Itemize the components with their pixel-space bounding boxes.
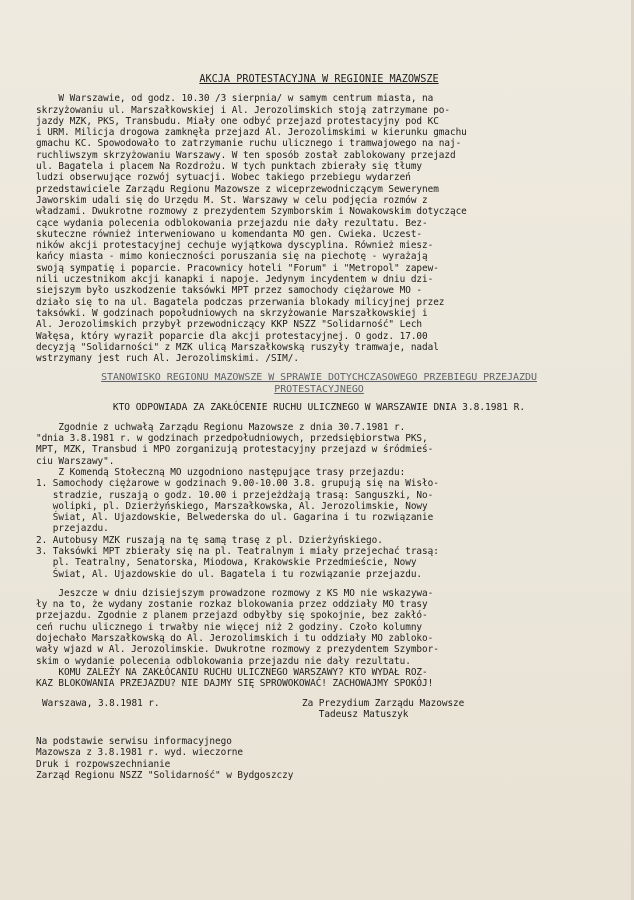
intro-paragraph-line: swoją sympatię i poparcie. Pracownicy hoteli "Forum" i "Metropol" zapew-: [36, 262, 439, 274]
date-line: Warszawa, 3.8.1981 r.: [42, 697, 160, 709]
intro-paragraph-line: wstrzymany jest ruch Al. Jerozolimskimi. /SIM/.: [36, 353, 299, 365]
intro-paragraph-line: ników akcji protestacyjnej cechuje wyjątkowa dyscyplina. Również miesz-: [36, 240, 434, 252]
intro-paragraph-line: Al. Jerozolimskich przybył przewodniczący KKP NSZZ "Solidarność" Lech: [36, 319, 423, 331]
route-list-line: 2. Autobusy MZK ruszają na tę samą trasę z pl. Dzierżyńskiego.: [36, 534, 383, 546]
stanowisko-title-line-1: STANOWISKO REGIONU MAZOWSZE W SPRAWIE DOTYCHCZASOWEGO PRZEBIEGU PRZEJAZDU: [101, 372, 537, 384]
intro-paragraph-line: władzami. Dwukrotne rozmowy z prezydentem Szymborskim i Nowakowskim dotyczące: [36, 206, 467, 218]
negotiation-paragraph-line: ły na to, że wydany zostanie rozkaz blokowania przez oddziały MO trasy: [36, 599, 428, 611]
intro-paragraph-line: cące wydania polecenia odblokowania przejazdu nie dały rezultatu. Bez-: [36, 217, 428, 229]
negotiation-paragraph-line: skim o wydanie polecenia odblokowania przejazdu nie dały rezultatu.: [36, 655, 411, 667]
document-body: [36, 74, 602, 781]
route-list: [36, 478, 602, 580]
intro-paragraph-line: skuteczne również interweniowano u komendanta MO gen. Cwieka. Uczest-: [36, 228, 423, 240]
intro-paragraph-line: decyzją "Solidarności" z MZK ulicą Marszałkowską ruszyły tramwaje, nadal: [36, 341, 439, 353]
footer-block-line: Zarząd Regionu NSZZ "Solidarność" w Bydgoszczy: [36, 770, 294, 782]
footer-block: [36, 736, 602, 781]
resolution-paragraph-line: Z Komendą Stołeczną MO uzgodniono następujące trasy przejazdu:: [36, 466, 406, 478]
question-heading: KTO ODPOWIADA ZA ZAKŁÓCENIE RUCHU ULICZNEGO W WARSZAWIE DNIA 3.8.1981 R.: [112, 402, 526, 414]
route-list-line: 3. Taksówki MPT zbierały się na pl. Teatralnym i miały przejechać trasą:: [36, 545, 439, 557]
document-title: AKCJA PROTESTACYJNA W REGIONIE MAZOWSZE: [199, 74, 439, 85]
negotiation-paragraph-line: ceń ruchu ulicznego i trwałby nie więcej niż 2 godziny. Czoło kolumny: [36, 621, 423, 633]
intro-paragraph-line: Wałęsa, który wyraził poparcie dla akcji protestacyjnej. O godz. 17.00: [36, 330, 428, 342]
intro-paragraph-line: ul. Bagatela i placem Na Rozdrożu. W tych punktach zbierały się tłumy: [36, 161, 423, 173]
signature-block: [302, 698, 602, 721]
intro-paragraph-line: przedstawiciele Zarządu Regionu Mazowsze z wiceprzewodniczącym Sewerynem: [36, 183, 439, 195]
intro-paragraph-line: taksówki. W godzinach popołudniowych na skrzyżowanie Marszałkowskiej i: [36, 307, 428, 319]
route-list-line: stradzie, ruszają o godz. 10.00 i przejeżdżają trasą: Sanguszki, No-: [36, 489, 434, 501]
intro-paragraph: [36, 93, 602, 364]
intro-paragraph-line: kańcy miasta - mimo konieczności poruszania się na piechotę - wyrażają: [36, 251, 428, 263]
negotiation-paragraph-line: dojechało Marszałkowską do Al. Jerozolimskich i tu oddziały MO zabloko-: [36, 633, 434, 645]
intro-paragraph-line: jazdy MZK, PKS, Transbudu. Miały one odbyć przejazd protestacyjny pod KC: [36, 115, 439, 127]
route-list-line: wolipki, pl. Dzierżyńskiego, Marszałkowska, Al. Jerozolimskie, Nowy: [36, 500, 428, 512]
route-list-line: Świat, Al. Ujazdowskie do ul. Bagatela i tu rozwiązanie przejazdu.: [36, 568, 423, 580]
signature-block-line: Za Prezydium Zarządu Mazowsze: [302, 697, 465, 709]
route-list-line: Świat, Al. Ujazdowskie, Belwederska do ul. Gagarina i tu rozwiązanie: [36, 512, 434, 524]
intro-paragraph-line: W Warszawie, od godz. 10.30 /3 sierpnia/ w samym centrum miasta, na: [36, 93, 434, 105]
intro-paragraph-line: ruchliwszym skrzyżowaniu Warszawy. W ten sposób został zablokowany przejazd: [36, 149, 456, 161]
negotiation-paragraph-line: Jeszcze w dniu dzisiejszym prowadzone rozmowy z KS MO nie wskazywa-: [36, 587, 434, 599]
resolution-paragraph-line: "dnia 3.8.1981 r. w godzinach przedpołudniowych, przedsiębiorstwa PKS,: [36, 433, 428, 445]
intro-paragraph-line: działo się to na ul. Bagatela podczas przerwania blokady milicyjnej przez: [36, 296, 445, 308]
intro-paragraph-line: ludzi obserwujące rozwój sytuacji. Wobec takiego przebiegu wydarzeń: [36, 172, 411, 184]
intro-paragraph-line: gmachu KC. Spowodowało to zatrzymanie ruchu ulicznego i tramwajowego na naj-: [36, 138, 462, 150]
resolution-paragraph-line: ciu Warszawy".: [36, 455, 115, 467]
resolution-paragraph-line: MPT, MZK, Transbud i MPO zorganizują protestacyjny przejazd w śródmieś-: [36, 444, 434, 456]
signature-block-line: Tadeusz Matuszyk: [302, 708, 409, 720]
intro-paragraph-line: Jaworskim udali się do Urzędu M. St. Warszawy w celu podjęcia rozmów z: [36, 194, 428, 206]
footer-block-line: Mazowsza z 3.8.1981 r. wyd. wieczorne: [36, 747, 243, 759]
stanowisko-title-line-2: PROTESTACYJNEGO: [274, 384, 364, 396]
resolution-paragraph-line: Zgodnie z uchwałą Zarządu Regionu Mazowsze z dnia 30.7.1981 r.: [36, 421, 406, 433]
negotiation-paragraph-line: przejazdu. Zgodnie z planem przejazd odbyłby się spokojnie, bez zakłó-: [36, 610, 428, 622]
intro-paragraph-line: nili uczestnikom akcji kanapki i napoje. Jedynym incydentem w dniu dzi-: [36, 274, 434, 286]
intro-paragraph-line: skrzyżowaniu ul. Marszałkowskiej i Al. Jerozolimskich stoją zatrzymane po-: [36, 104, 450, 116]
footer-block-line: Druk i rozpowszechnianie: [36, 758, 171, 770]
negotiation-paragraph-line: KAZ BLOKOWANIA PRZEJAZDU? NIE DAJMY SIĘ SPROWOKOWAĆ! ZACHOWAJMY SPOKÓJ!: [36, 678, 434, 690]
resolution-paragraph: [36, 422, 602, 478]
route-list-line: 1. Samochody ciężarowe w godzinach 9.00-10.00 3.8. grupują się na Wisło-: [36, 478, 439, 490]
intro-paragraph-line: i URM. Milicja drogowa zamknęła przejazd Al. Jerozolimskimi w kierunku gmachu: [36, 127, 467, 139]
negotiation-paragraph-line: KOMU ZALEŻY NA ZAKŁÓCANIU RUCHU ULICZNEGO WARSZAWY? KTO WYDAŁ ROZ-: [36, 666, 428, 678]
negotiation-paragraph: [36, 588, 602, 690]
route-list-line: pl. Teatralny, Senatorska, Miodowa, Krakowskie Przedmieście, Nowy: [36, 557, 417, 569]
footer-block-line: Na podstawie serwisu informacyjnego: [36, 736, 232, 748]
route-list-line: przejazdu.: [36, 523, 109, 535]
signature-row: [36, 698, 602, 721]
intro-paragraph-line: siejszym było uszkodzenie taksówki MPT przez samochody ciężarowe MO -: [36, 285, 423, 297]
negotiation-paragraph-line: wały wjazd w Al. Jerozolimskie. Dwukrotne rozmowy z prezydentem Szymbor-: [36, 644, 439, 656]
